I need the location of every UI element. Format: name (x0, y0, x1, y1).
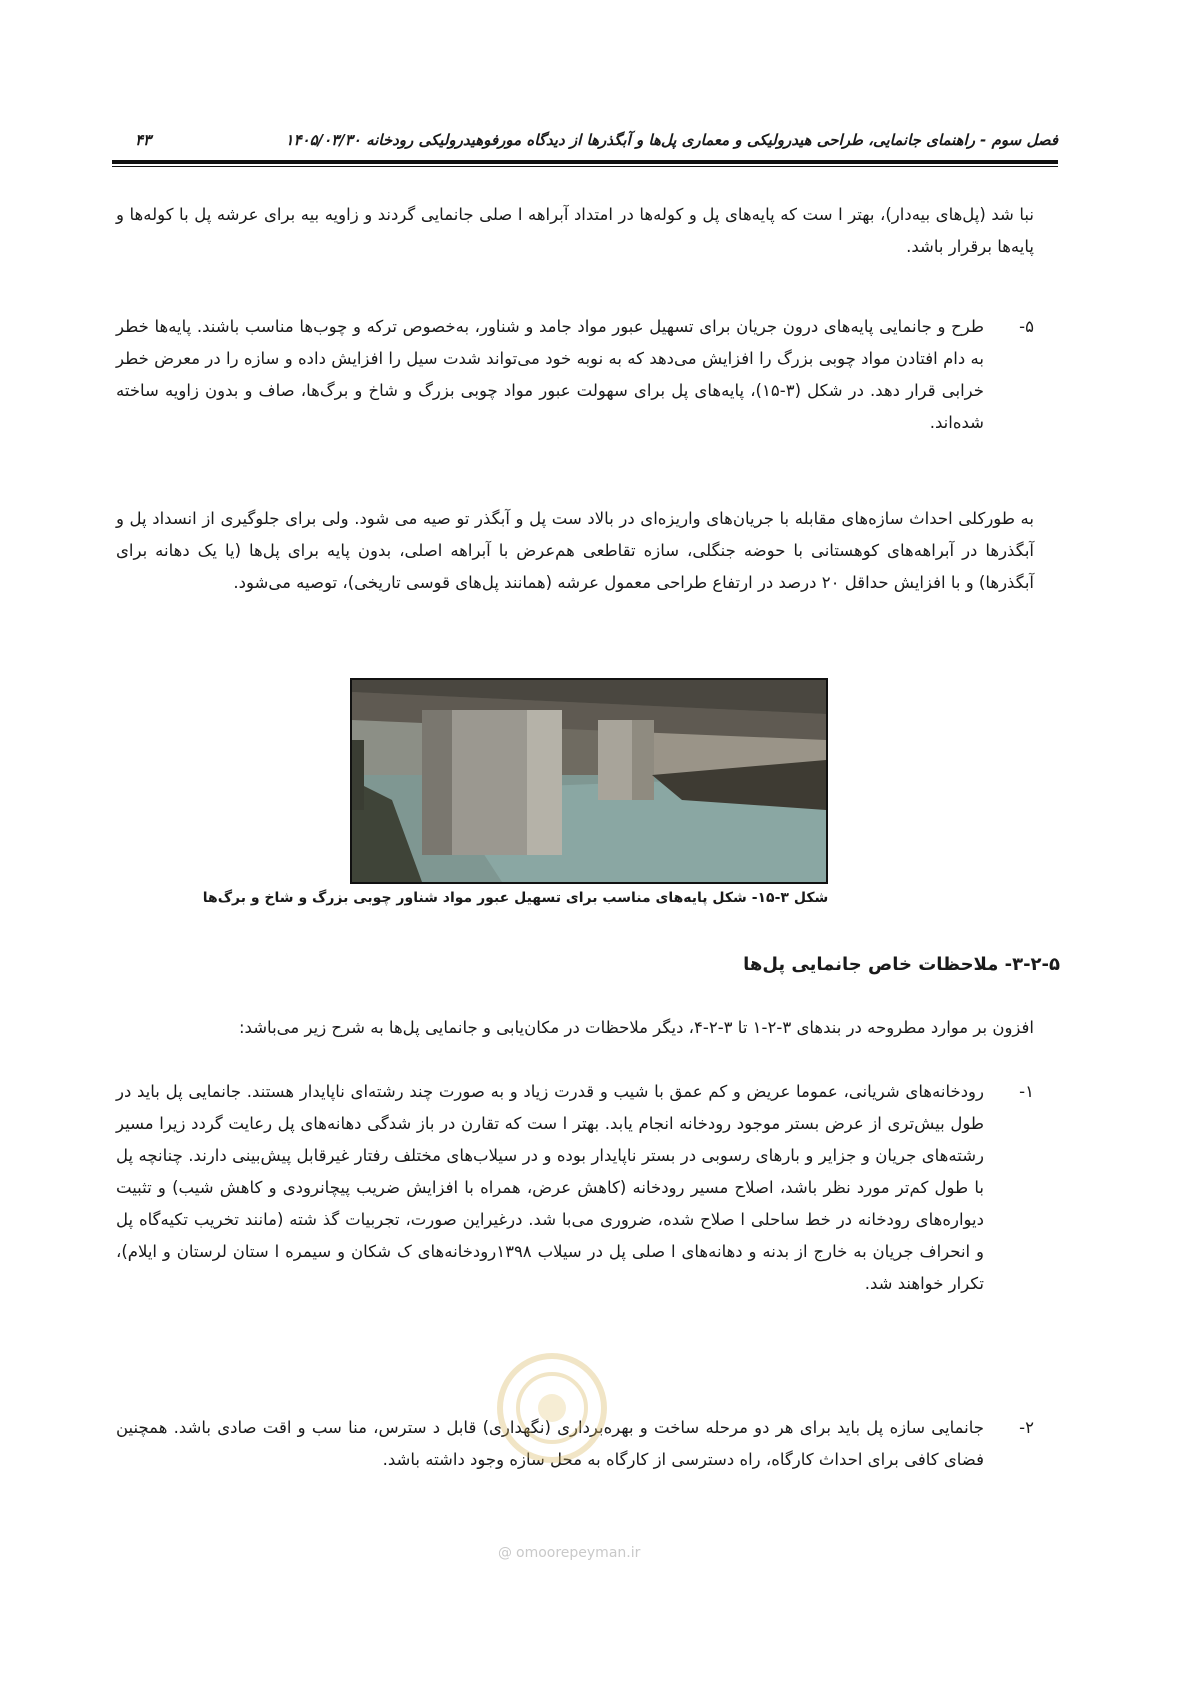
paragraph-continuation: نبا شد (پل‌های بیه‌دار)، بهتر ا ست که پایه‌های پل و کوله‌ها در امتداد آبراهه ا صلی جانمایی گردند و زاویه بیه برای عرشه پل با کوله‌ها و پایه‌ها برقرار باشد. (116, 205, 1034, 256)
list-text: رودخانه‌های شریانی، عموما عریض و کم عمق با شیب و قدرت زیاد و به صورت چند رشته‌ای ناپایدار هستند. جانمایی پل باید در طول بیش‌تری از عرض بستر موجود رودخانه انجام یابد. بهتر ا ست که تقارن در باز شدگی دهانه‌های پل رعایت گردد زیرا مسیر رشته‌های جریان و جزایر و بارهای رسوبی در بستر ناپایدار بوده و در سیلاب‌های مختلف رفتار غیرقابل پیش‌بینی دارند. چنانچه پل با طول کم‌تر مورد نظر باشد، اصلاح مسیر رودخانه (کاهش عرض، همراه با افزایش ضریب پیچانرودی و کاهش شیب) و تثبیت دیواره‌های رودخانه در خط ساحلی ا صلاح شده، ضروری می‌با شد. درغیراین صورت، تجربیات گذ شته (مانند تخریب تکیه‌گاه پل و انحراف جریان به خارج از بدنه و دهانه‌های ا صلی پل در سیلاب ۱۳۹۸رودخانه‌های ک شکان و سیمره ا ستان لرستان و ایلام)، تکرار خواهند شد. (116, 1082, 984, 1293)
page-number: ۴۳ (135, 131, 152, 149)
header-rule-thick (112, 160, 1058, 164)
section-heading: ۳-۲-۵- ملاحظات خاص جانمایی پل‌ها (743, 954, 1060, 975)
bridge-piers-photo (350, 678, 828, 884)
paragraph-general: به طورکلی احداث سازه‌های مقابله با جریان‌های واریزه‌ای در بالاد ست پل و آبگذر تو صیه می شود. ولی برای جلوگیری از انسداد پل و آبگذرها در آبراهه‌های کوهستانی با حوضه جنگلی، سازه تقاطعی هم‌عرض با آبراهه اصلی، بدون پایه برای پل‌ها (یا یک دهانه برای آبگذرها) و با افزایش حداقل ۲۰ درصد در ارتفاع طراحی معمول عرشه (همانند پل‌های قوسی تاریخی)، توصیه می‌شود. (116, 509, 1034, 592)
list-number: ۲- (1019, 1418, 1034, 1437)
list-item-5 (116, 311, 1034, 439)
figure-caption: شکل ۳-۱۵- شکل پایه‌های مناسب برای تسهیل عبور مواد شناور چوبی بزرگ و شاخ و برگ‌ها (202, 890, 829, 906)
list-text: جانمایی سازه پل باید برای هر دو مرحله ساخت و بهره‌برداری (نگهداری) قابل د سترس، منا سب و اقت صادی باشد. همچنین فضای کافی برای احداث کارگاه، راه دسترسی از کارگاه به محل سازه وجود داشته باشد. (116, 1418, 984, 1469)
at-icon: @ (498, 1545, 512, 1561)
header-title: فصل سوم - راهنمای جانمایی، طراحی هیدرولیکی و معماری پل‌ها و آبگذرها از دیدگاه مورفوهیدرولیکی رودخانه ۱۴۰۵/۰۳/۳۰ (285, 131, 1058, 149)
page-header (112, 128, 1058, 168)
footer-watermark: @ omoorepeyman.ir (498, 1545, 641, 1561)
list-number: ۵- (1019, 317, 1034, 336)
list-text: طرح و جانمایی پایه‌های درون جریان برای تسهیل عبور مواد جامد و شناور، به‌خصوص ترکه و چوب‌ها مناسب باشند. پایه‌ها خطر به دام افتادن مواد چوبی بزرگ را افزایش می‌دهد که به نوبه خود می‌تواند شدت سیل را افزایش داده و سازه را در معرض خطر خرابی قرار دهد. در شکل (۳-۱۵)، پایه‌های پل برای سهولت عبور مواد چوبی بزرگ و شاخ و برگ‌ها، صاف و بدون زاویه ساخته شده‌اند. (116, 317, 984, 432)
section-intro: افزون بر موارد مطروحه در بندهای ۳-۲-۱ تا ۳-۲-۴، دیگر ملاحظات در مکان‌یابی و جانمایی پل‌ها به شرح زیر می‌باشد: (239, 1018, 1034, 1037)
list-item-1 (116, 1076, 1034, 1300)
watermark-logo (455, 1348, 649, 1464)
header-rule-thin (112, 166, 1058, 167)
list-number: ۱- (1019, 1082, 1034, 1101)
